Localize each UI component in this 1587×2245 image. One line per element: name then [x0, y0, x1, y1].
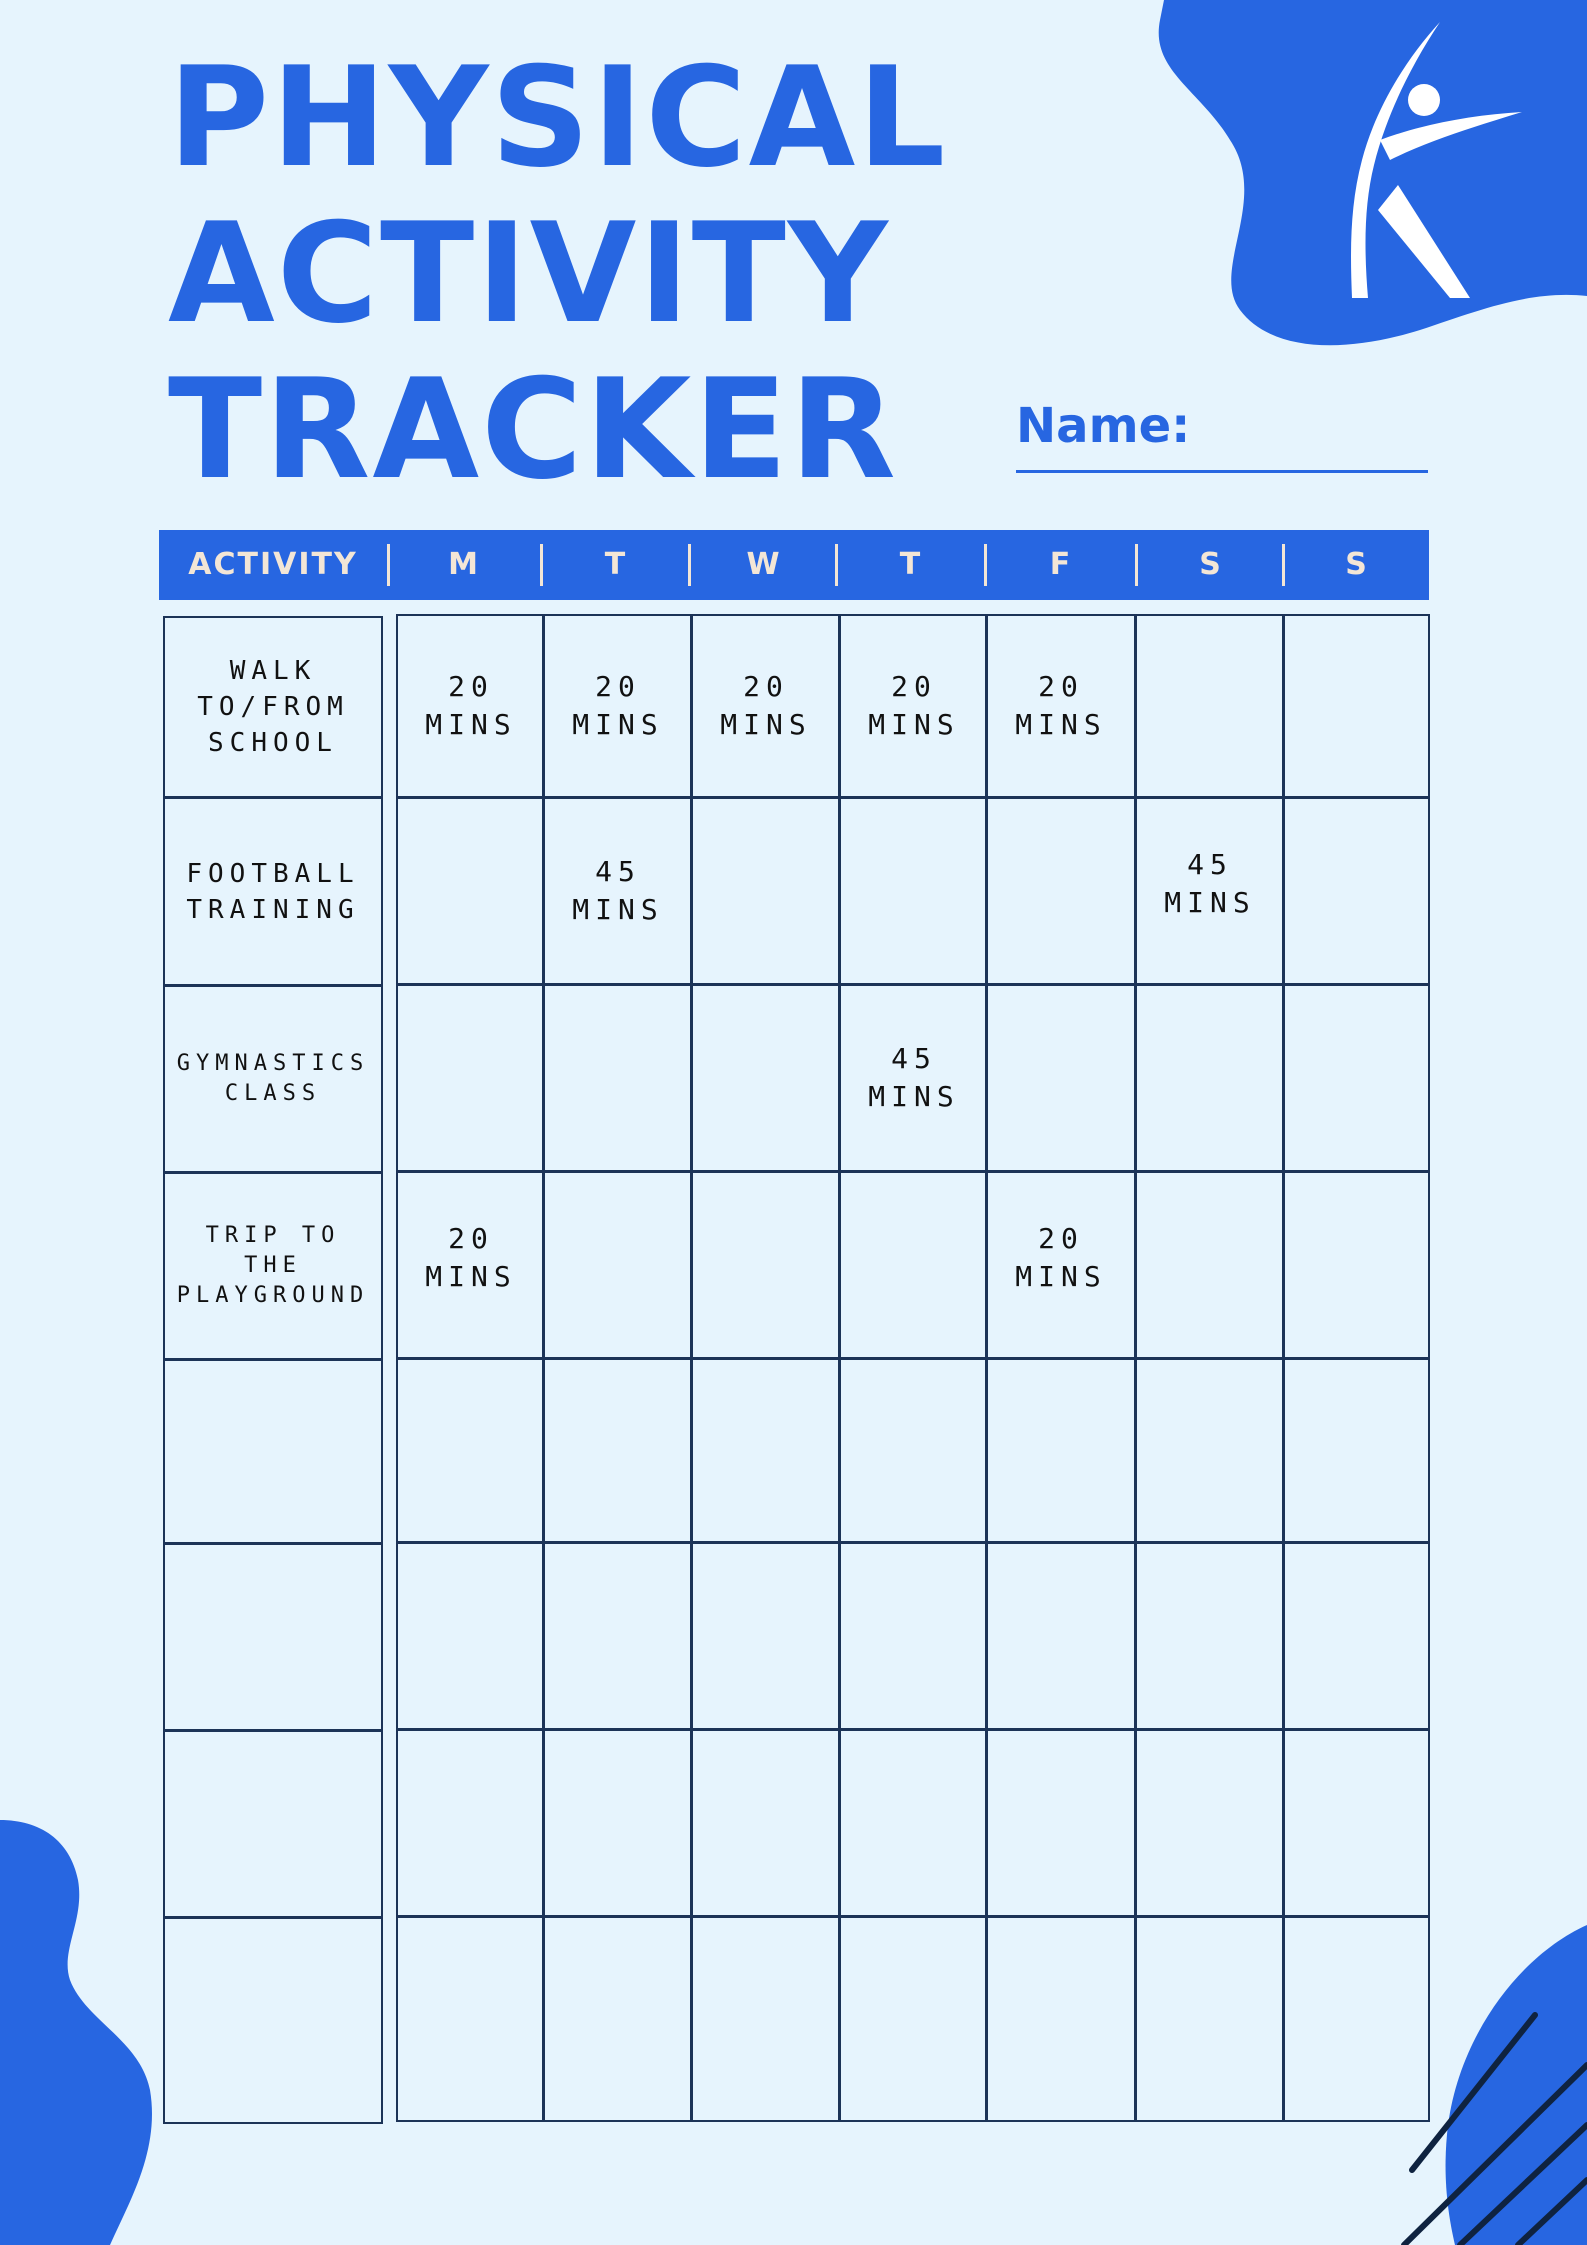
cell-playground-fri: 20 MINS [1015, 1222, 1107, 1293]
header-day-fri: F [1049, 547, 1073, 582]
cell-football-sat: 45 MINS [1164, 848, 1256, 919]
header-day-sat: S [1199, 547, 1223, 582]
cell-walk-wed: 20 MINS [720, 670, 812, 741]
page-title [168, 37, 948, 510]
column-divider [985, 616, 988, 2120]
activity-label[interactable] [165, 1545, 381, 1729]
row-divider [398, 1728, 1428, 1731]
top-right-blob [1150, 0, 1587, 350]
activity-label[interactable] [165, 1919, 381, 2122]
days-grid [396, 614, 1430, 2122]
cell-walk-mon: 20 MINS [425, 670, 517, 741]
header-day-thu: T [899, 547, 923, 582]
name-label: Name: [1016, 398, 1191, 454]
activity-label[interactable] [165, 1732, 381, 1916]
table-header [159, 530, 1429, 600]
header-day-wed: W [746, 547, 782, 582]
cell-playground-mon: 20 MINS [425, 1222, 517, 1293]
cell-walk-fri: 20 MINS [1015, 670, 1107, 741]
cell-gymnastics-thu: 45 MINS [868, 1042, 960, 1113]
activity-column [163, 616, 383, 2124]
name-input-line[interactable] [1016, 470, 1428, 473]
cell-walk-tue: 20 MINS [572, 670, 664, 741]
header-day-tue: T [604, 547, 628, 582]
title-line-2: ACTIVITY [168, 193, 890, 354]
title-line-3: TRACKER [168, 349, 898, 510]
bottom-left-blob [0, 1820, 160, 2245]
row-divider [398, 1170, 1428, 1173]
cell-football-tue: 45 MINS [572, 855, 664, 926]
activity-label: WALK TO/FROM SCHOOL [197, 656, 349, 758]
activity-label: TRIP TO THE PLAYGROUND [176, 1223, 370, 1308]
row-divider [398, 1541, 1428, 1544]
row-divider [398, 1357, 1428, 1360]
column-divider [838, 616, 841, 2120]
header-day-mon: M [448, 547, 480, 582]
activity-label: GYMNASTICS CLASS [176, 1051, 370, 1106]
header-day-sun: S [1345, 547, 1369, 582]
header-activity: ACTIVITY [188, 547, 358, 582]
cell-walk-thu: 20 MINS [868, 670, 960, 741]
row-divider [398, 1915, 1428, 1918]
activity-label[interactable] [165, 1361, 381, 1542]
title-line-1: PHYSICAL [168, 37, 948, 198]
activity-label: FOOTBALL TRAINING [186, 858, 360, 925]
